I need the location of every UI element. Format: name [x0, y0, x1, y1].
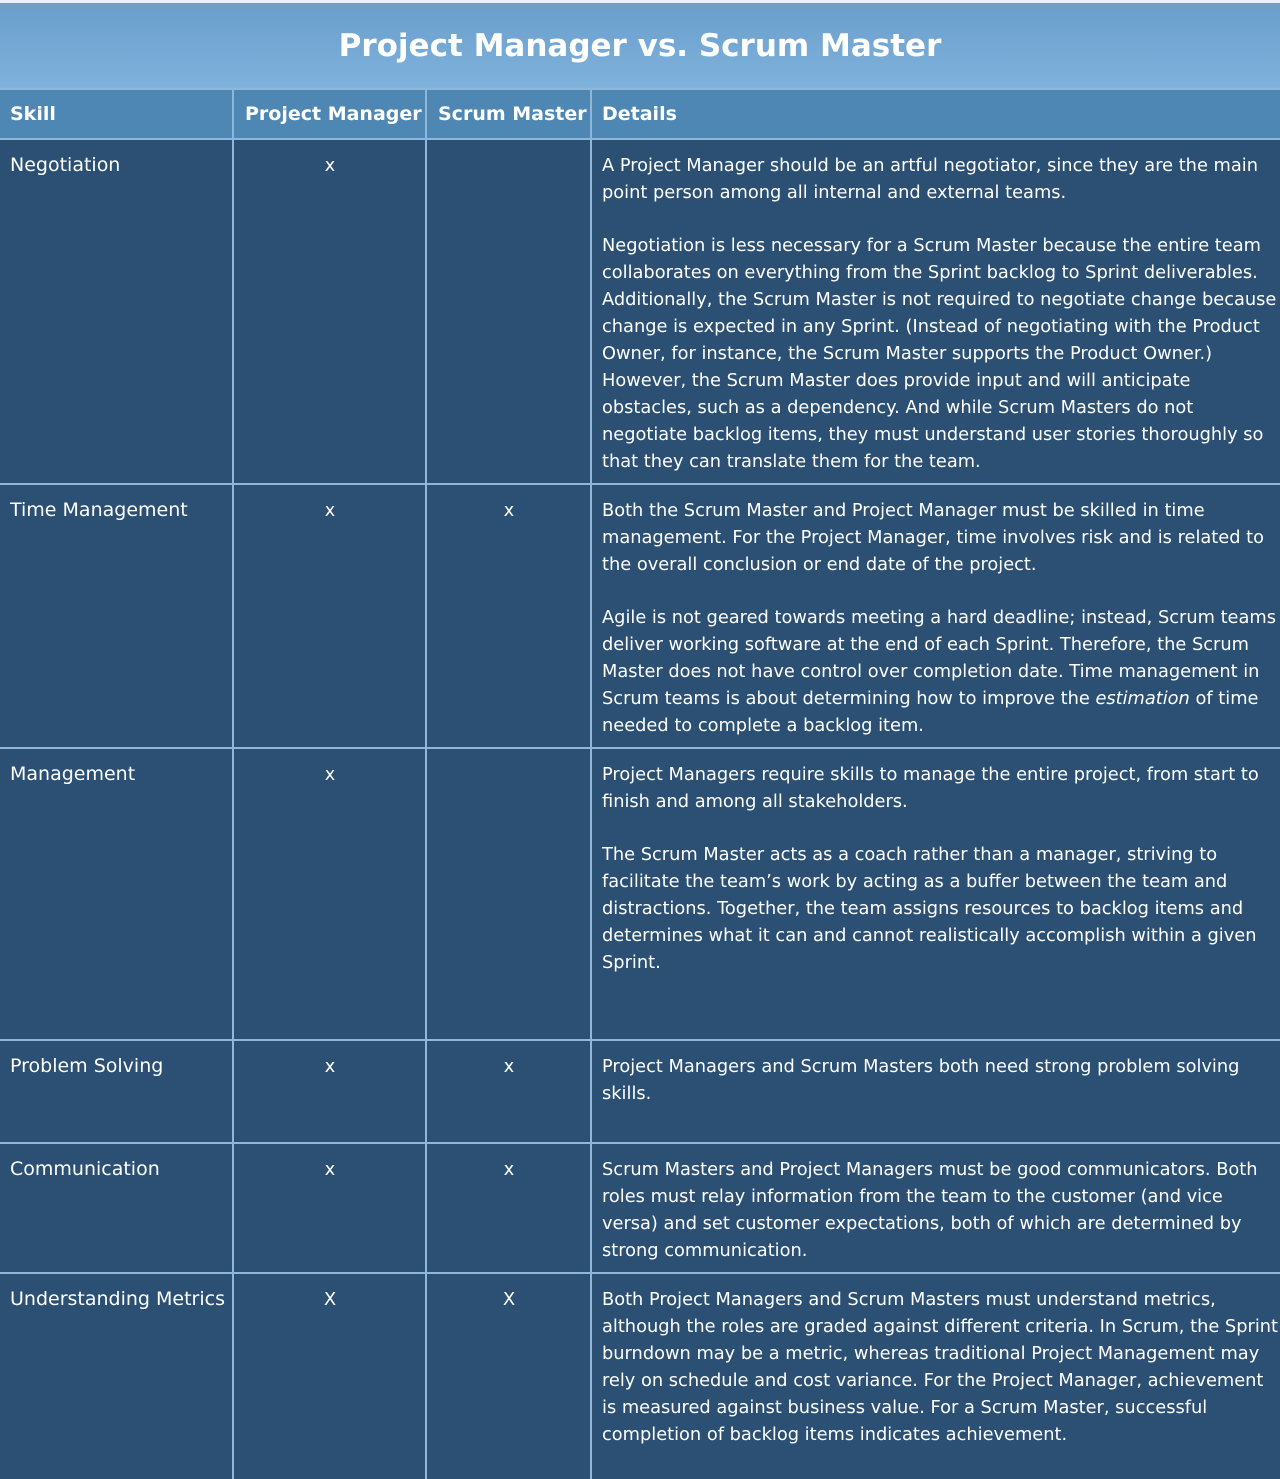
details-paragraph: Negotiation is less necessary for a Scrum Master because the entire team collaborates on everything from the Sprint backlog to Sprint deliverables. Additionally, the Scrum Master is not required to negotiate change because change is expected in any Sprint. (Instead of negotiating with the Product Owner, for instance, the Scrum Master supports the Product Owner.) However, the Scrum Master does provide input and will anticipate obstacles, such as a dependency. And while Scrum Masters do not negotiate backlog items, they must understand user stories thoroughly so that they can translate them for the team.	[602, 235, 1277, 472]
details-cell	[592, 139, 1280, 475]
row-divider	[0, 1142, 1280, 1144]
skill-cell: Negotiation	[10, 154, 121, 176]
scrum-master-mark	[428, 139, 590, 155]
emphasized-text: estimation	[1095, 688, 1190, 709]
details-cell	[592, 1040, 1280, 1107]
table-row-time-management	[0, 484, 1280, 748]
project-manager-mark: x	[324, 500, 336, 521]
project-manager-mark: x	[324, 764, 336, 785]
scrum-master-mark: X	[502, 1289, 516, 1310]
scrum-master-mark: x	[503, 1159, 515, 1180]
table-row-negotiation	[0, 139, 1280, 484]
skill-cell: Understanding Metrics	[10, 1288, 225, 1310]
project-manager-mark: X	[323, 1289, 337, 1310]
details-paragraph: Both the Scrum Master and Project Manager must be skilled in time management. For the Project Manager, time involves risk and is related to the overall conclusion or end date of the project.	[602, 500, 1264, 575]
column-divider	[590, 90, 592, 1479]
details-text: of time needed to complete a backlog item.	[602, 688, 1259, 736]
row-divider	[0, 88, 1280, 90]
table-row-management	[0, 748, 1280, 1040]
table-row-understanding-metrics	[0, 1273, 1280, 1479]
project-manager-mark: x	[324, 1159, 336, 1180]
details-paragraph: Both Project Managers and Scrum Masters must understand metrics, although the roles are graded against different criteria. In Scrum, the Sprint burndown may be a metric, whereas traditional Project Management may rely on schedule and cost variance. For the Project Manager, achievement is measured against business value. For a Scrum Master, successful completion of backlog items indicates achievement.	[602, 1289, 1278, 1445]
page-title: Project Manager vs. Scrum Master	[338, 27, 942, 64]
details-cell	[592, 748, 1280, 976]
details-paragraph: Scrum Masters and Project Managers must be good communicators. Both roles must relay information from the team to the customer (and vice versa) and set customer expectations, both of which are determined by strong communication.	[602, 1159, 1258, 1261]
scrum-master-mark	[428, 748, 590, 764]
details-text: Agile is not geared towards meeting a hard deadline; instead, Scrum teams deliver working software at the end of each Sprint. Therefore, the Scrum Master does not have control over completion date. Time management in Scrum teams is about determining how to improve the	[602, 607, 1276, 709]
column-divider	[425, 90, 427, 1479]
column-header-skill: Skill	[10, 103, 56, 125]
project-manager-mark: x	[324, 155, 336, 176]
table-row-problem-solving	[0, 1040, 1280, 1143]
details-paragraph	[602, 604, 1280, 739]
details-cell	[592, 1273, 1280, 1448]
column-header-details: Details	[602, 103, 677, 125]
row-divider	[0, 1272, 1280, 1274]
details-cell	[592, 1143, 1280, 1264]
scrum-master-mark: x	[503, 1056, 515, 1077]
details-paragraph: Project Managers require skills to manage the entire project, from start to finish and among all stakeholders.	[602, 764, 1259, 812]
scrum-master-mark: x	[503, 500, 515, 521]
column-header-project-manager: Project Manager	[245, 103, 422, 125]
skill-cell: Problem Solving	[10, 1055, 164, 1077]
details-paragraph: The Scrum Master acts as a coach rather than a manager, striving to facilitate the team’s work by acting as a buffer between the team and distractions. Together, the team assigns resources to backlog items and determines what it can and cannot realistically accomplish within a given Sprint.	[602, 844, 1257, 973]
row-divider	[0, 747, 1280, 749]
skill-cell: Communication	[10, 1158, 160, 1180]
table-row-communication	[0, 1143, 1280, 1273]
project-manager-mark: x	[324, 1056, 336, 1077]
title-banner	[0, 0, 1280, 88]
details-cell	[592, 484, 1280, 739]
skill-cell: Management	[10, 763, 136, 785]
table-header	[0, 90, 1280, 139]
details-paragraph: A Project Manager should be an artful negotiator, since they are the main point person among all internal and external teams.	[602, 155, 1258, 203]
row-divider	[0, 138, 1280, 140]
skill-cell: Time Management	[10, 499, 188, 521]
row-divider	[0, 1039, 1280, 1041]
details-paragraph: Project Managers and Scrum Masters both need strong problem solving skills.	[602, 1056, 1240, 1104]
column-divider	[232, 90, 234, 1479]
column-header-scrum-master: Scrum Master	[438, 103, 587, 125]
row-divider	[0, 483, 1280, 485]
